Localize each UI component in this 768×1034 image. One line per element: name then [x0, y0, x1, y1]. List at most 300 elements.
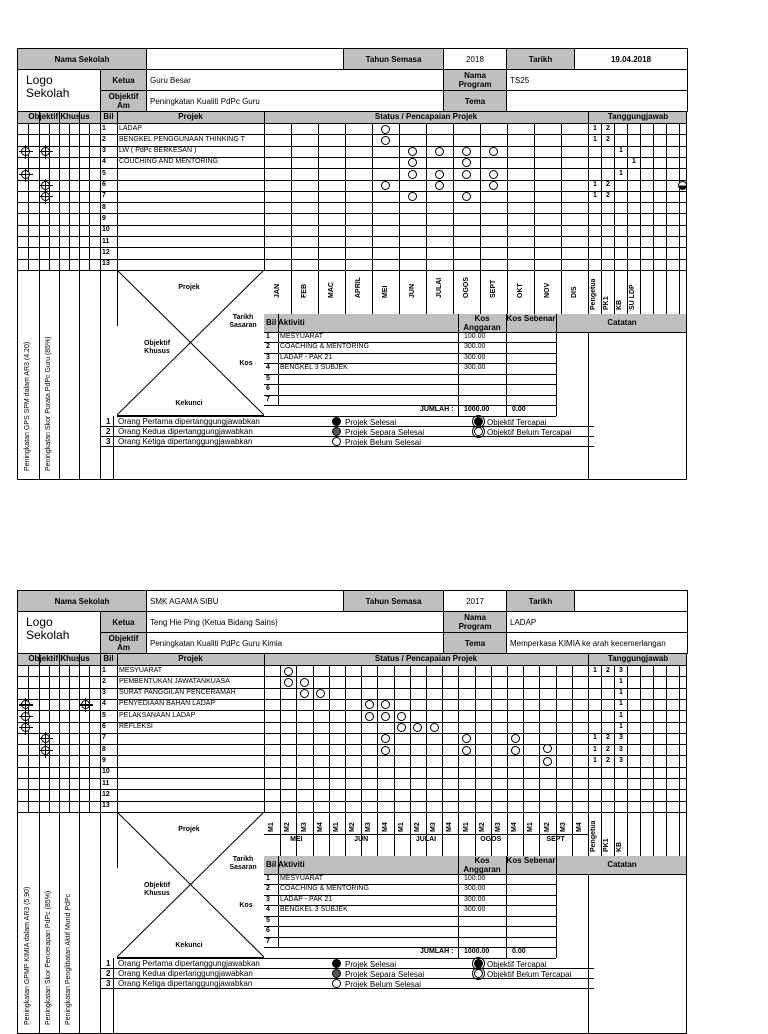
legend-objektif-label: Objektif Tercapai [487, 417, 547, 427]
project-name: PENYEDIAAN BAHAN LADAP [119, 700, 216, 708]
diagram-tarikh-label: Tarikh Sasaran [229, 855, 257, 871]
responsibility-mark: 2 [606, 734, 610, 742]
status-circle-icon [462, 746, 471, 755]
legend-status-label: Projek Selesai [345, 417, 397, 427]
month-group-label: OGOS [480, 835, 502, 843]
diagram-kekunci-label: Kekunci [175, 399, 203, 407]
header-status: Status / Pencapaian Projek [264, 112, 588, 123]
responsibility-mark: 3 [619, 756, 623, 764]
header-aktiviti-bil: Bil [264, 314, 278, 332]
objektif-khusus-text: Peningkatan Skor Purata PdPc Guru (85%) [45, 336, 52, 471]
legend-orang: Orang Ketiga dipertanggungjawabkan [118, 436, 253, 446]
row-number: 7 [102, 734, 106, 742]
project-name: LADAP [119, 124, 142, 132]
jumlah-label: JUMLAH : [420, 406, 454, 414]
activity-name: BENGKEL 3 SUBJEK [280, 906, 348, 914]
col-line [278, 856, 279, 948]
activity-number: 7 [266, 395, 270, 403]
activity-name: MESYUARAT [280, 332, 324, 340]
activity-cost: 100.00 [464, 874, 486, 882]
label-objektif-am: Objektif Am [101, 91, 147, 112]
pic-label: Pengetua [590, 820, 597, 852]
objective-not-achieved-icon [474, 427, 483, 436]
month-label: M4 [511, 822, 519, 832]
label-nama-program: Nama Program [444, 70, 507, 91]
status-circle-icon [365, 712, 374, 721]
responsibility-mark: 1 [593, 124, 597, 132]
col-line [679, 123, 680, 314]
status-circle-icon [408, 192, 417, 201]
header-aktiviti: Aktiviti [278, 856, 458, 874]
header-tanggungjawab: Tanggungjawab [588, 654, 687, 665]
col-line [28, 123, 29, 270]
col-line [556, 314, 557, 416]
activity-cost: 300.00 [464, 895, 486, 903]
value-tarikh [575, 591, 688, 612]
month-label: M1 [268, 822, 276, 832]
responsibility-mark: 1 [593, 756, 597, 764]
responsibility-mark: 1 [619, 147, 623, 155]
diagram-tarikh-label: Tarikh Sasaran [229, 313, 257, 329]
responsibility-mark: 2 [606, 135, 610, 143]
responsibility-mark: 2 [606, 745, 610, 753]
status-circle-icon [284, 667, 293, 676]
activity-number: 2 [266, 343, 270, 351]
month-label: M3 [494, 822, 502, 832]
value-nama-sekolah [147, 49, 344, 70]
pic-label: KB [616, 299, 623, 310]
diagram-objektif-label: Objektif Khusus [143, 881, 171, 897]
month-label: M4 [446, 822, 454, 832]
value-tema [507, 91, 688, 112]
row-line [18, 225, 687, 226]
activity-number: 6 [266, 385, 270, 393]
month-label: M3 [300, 822, 308, 832]
row-line [18, 801, 687, 802]
activity-number: 1 [266, 332, 270, 340]
project-name: LW ( PdPc BERKESAN ) [119, 147, 197, 155]
responsibility-mark: 1 [593, 734, 597, 742]
col-line [296, 665, 297, 856]
activity-cost: 300.00 [464, 906, 486, 914]
col-line [345, 665, 346, 856]
legend-number: 3 [106, 436, 111, 446]
status-dot-icon [332, 417, 341, 426]
line [100, 446, 594, 447]
activity-name: COACHING & MENTORING [280, 885, 369, 893]
status-circle-icon [408, 147, 417, 156]
col-line [291, 123, 292, 314]
month-label: M2 [413, 822, 421, 832]
label-tahun-semasa: Tahun Semasa [344, 591, 444, 612]
value-nama-sekolah: SMK AGAMA SIBU [147, 591, 344, 612]
status-circle-icon [408, 170, 417, 179]
objective-not-achieved-icon [474, 969, 483, 978]
responsibility-mark: 1 [632, 158, 636, 166]
project-name: BENGKEL PENGGUNAAN THINKING T [119, 135, 245, 143]
row-number: 2 [102, 135, 106, 143]
col-line [113, 958, 114, 1033]
col-line [653, 665, 654, 856]
logo-sekolah: Logo Sekolah [18, 612, 101, 654]
responsibility-mark: 2 [606, 192, 610, 200]
header-objektif-khusus: Objektif Khusus [18, 112, 100, 123]
month-label: MEI [381, 285, 389, 298]
col-line [507, 123, 508, 314]
col-line [39, 654, 40, 1033]
row-number: 3 [102, 689, 106, 697]
status-circle-icon [381, 712, 390, 721]
col-line [79, 112, 80, 479]
legend-number: 1 [106, 958, 111, 968]
row-number: 13 [102, 802, 110, 810]
row-number: 7 [102, 192, 106, 200]
row-line [18, 755, 687, 756]
status-circle-icon [397, 712, 406, 721]
row-line [18, 191, 687, 192]
diagram-kekunci-label: Kekunci [175, 941, 203, 949]
row-number: 8 [102, 203, 106, 211]
row-line [18, 180, 687, 181]
status-circle-icon [435, 147, 444, 156]
objective-not-achieved-icon [41, 746, 50, 755]
col-line [506, 314, 507, 416]
status-dot-icon [332, 437, 341, 446]
col-line [666, 123, 667, 314]
header-kos-anggaran: Kos Anggaran [458, 856, 506, 874]
activity-cost: 300.00 [464, 885, 486, 893]
label-nama-program: Nama Program [444, 612, 507, 633]
value-nama-program: LADAP [507, 612, 688, 633]
activity-cost: 300.00 [464, 364, 486, 372]
status-circle-icon [489, 181, 498, 190]
logo-sekolah: Logo Sekolah [18, 70, 101, 112]
month-label: M4 [575, 822, 583, 832]
status-circle-icon [300, 678, 309, 687]
col-line [556, 665, 557, 856]
activity-number: 2 [266, 885, 270, 893]
row-line [18, 733, 687, 734]
row-number: 10 [102, 226, 110, 234]
month-group-label: JULAI [415, 835, 437, 843]
status-circle-icon [489, 170, 498, 179]
col-line [601, 123, 602, 314]
objektif-khusus-text: Peningkatan Skor Pencerapan PdPc (85%) [45, 890, 52, 1025]
project-name: REFLEKSI [119, 723, 153, 730]
row-line [18, 259, 687, 260]
col-line [534, 123, 535, 314]
diagram-kos-label: Kos [239, 359, 253, 367]
objective-not-achieved-icon [21, 712, 30, 721]
line [264, 937, 556, 938]
label-tema: Tema [444, 91, 507, 112]
activity-name: BENGKEL 3 SUBJEK [280, 364, 348, 372]
header-kos-sebenar: Kos Sebenar [506, 314, 556, 332]
status-circle-icon [489, 147, 498, 156]
col-line [280, 665, 281, 856]
objektif-khusus-text: Peningkatan GPS SPM dalam AR3 (4.20) [24, 341, 31, 471]
row-number: 6 [102, 723, 106, 730]
month-label: M2 [284, 822, 292, 832]
row-number: 10 [102, 768, 110, 776]
legend-number: 2 [106, 968, 111, 978]
diagram-projek-label: Projek [178, 283, 200, 291]
status-circle-icon [511, 746, 520, 755]
status-dot-icon [332, 427, 341, 436]
label-tarikh: Tarikh [507, 591, 575, 612]
col-line [561, 123, 562, 314]
col-line [442, 665, 443, 856]
month-label: M2 [543, 822, 551, 832]
status-circle-icon [462, 147, 471, 156]
activity-number: 3 [266, 895, 270, 903]
col-line [399, 123, 400, 314]
status-dot-icon [332, 969, 341, 978]
row-number: 5 [102, 711, 106, 719]
row-number: 11 [102, 779, 110, 787]
activity-number: 5 [266, 916, 270, 924]
month-label: M2 [478, 822, 486, 832]
month-label: OKT [516, 283, 524, 298]
month-label: MAC [327, 281, 335, 298]
status-circle-icon [543, 744, 552, 753]
responsibility-mark: 1 [593, 181, 597, 188]
line [264, 926, 556, 927]
label-nama-sekolah: Nama Sekolah [18, 591, 147, 612]
legend-number: 3 [106, 978, 111, 988]
activity-number: 5 [266, 374, 270, 382]
activity-number: 1 [266, 874, 270, 882]
label-objektif-am: Objektif Am [101, 633, 147, 654]
project-name: MESYUARAT [119, 666, 163, 674]
col-line [69, 123, 70, 270]
status-circle-icon [462, 192, 471, 201]
col-line [318, 123, 319, 314]
row-number: 9 [102, 214, 106, 222]
activity-cost: 300.00 [464, 343, 486, 351]
objective-not-achieved-icon [21, 723, 30, 732]
col-line [588, 112, 589, 479]
project-grid [17, 112, 687, 480]
project-name: PELAKSANAAN LADAP [119, 711, 196, 719]
month-label: APRIL [354, 276, 362, 298]
legend-orang: Orang Pertama dipertanggungjawabkan [118, 416, 260, 426]
month-label: M1 [527, 822, 535, 832]
legend-orang: Orang Kedua dipertanggungjawabkan [118, 968, 253, 978]
responsibility-mark: 1 [619, 169, 623, 177]
month-label: M3 [365, 822, 373, 832]
header-aktiviti: Aktiviti [278, 314, 458, 332]
row-line [18, 767, 687, 768]
legend-objektif-label: Objektif Belum Tercapai [487, 969, 572, 979]
status-circle-icon [381, 136, 390, 145]
line [264, 916, 556, 917]
header-catatan: Catatan [556, 856, 687, 874]
col-line [89, 665, 90, 812]
row-line [18, 213, 687, 214]
legend-status-label: Projek Separa Selesai [345, 427, 425, 437]
month-label: M4 [316, 822, 324, 832]
legend-status-label: Projek Separa Selesai [345, 969, 425, 979]
label-nama-sekolah: Nama Sekolah [18, 49, 147, 70]
col-line [264, 112, 265, 270]
col-line [666, 665, 667, 856]
jumlah-sebenar: 0.00 [512, 948, 526, 956]
status-dot-icon [332, 979, 341, 988]
month-label: M3 [559, 822, 567, 832]
col-line [278, 314, 279, 406]
col-line [480, 123, 481, 314]
header-bil: Bil [100, 112, 117, 123]
header-kos-anggaran: Kos Anggaran [458, 314, 506, 332]
header-projek: Projek [117, 112, 264, 123]
header-bil: Bil [100, 654, 117, 665]
status-circle-icon [365, 700, 374, 709]
pic-label: PK1 [603, 296, 610, 310]
header-kos-sebenar: Kos Sebenar [506, 856, 556, 874]
col-line [372, 123, 373, 314]
project-grid [17, 654, 687, 1034]
month-label: JUN [408, 283, 416, 298]
objective-not-achieved-icon [21, 170, 30, 179]
row-number: 6 [102, 181, 106, 188]
pic-label: KB [616, 841, 623, 852]
objective-achieved-icon [474, 959, 483, 968]
header-table [17, 48, 688, 112]
status-circle-icon [462, 158, 471, 167]
status-circle-icon [462, 734, 471, 743]
activity-number: 6 [266, 927, 270, 935]
month-label: M2 [349, 822, 357, 832]
progress-half-icon [678, 181, 687, 190]
col-line [329, 665, 330, 856]
responsibility-mark: 2 [606, 666, 610, 674]
col-line [426, 123, 427, 314]
responsibility-mark: 1 [619, 689, 623, 697]
col-line [491, 665, 492, 856]
project-name: PEMBENTUKAN JAWATANKUASA [119, 677, 230, 685]
diagram-kos-label: Kos [239, 901, 253, 909]
objective-achieved-icon [474, 417, 483, 426]
col-line [345, 123, 346, 314]
month-label: JULAI [435, 277, 443, 298]
row-line [18, 778, 687, 779]
value-tahun: 2017 [444, 591, 507, 612]
col-line [39, 112, 40, 479]
month-label: JAN [273, 283, 281, 298]
pic-label: SU LDP [629, 284, 636, 310]
status-circle-icon [381, 734, 390, 743]
col-line [264, 654, 265, 812]
row-number: 1 [102, 666, 106, 674]
row-number: 1 [102, 124, 106, 132]
activity-number: 4 [266, 364, 270, 372]
row-number: 5 [102, 169, 106, 177]
project-name: SURAT PANGGILAN PENCERAMAH [119, 689, 236, 697]
jumlah-anggaran: 1000.00 [464, 406, 490, 414]
status-circle-icon [408, 158, 417, 167]
col-line [100, 654, 101, 1033]
responsibility-mark: 3 [619, 666, 623, 674]
activity-name: COACHING & MENTORING [280, 343, 369, 351]
legend-orang: Orang Pertama dipertanggungjawabkan [118, 958, 260, 968]
label-ketua: Ketua [101, 612, 147, 633]
col-line [59, 112, 60, 479]
responsibility-mark: 1 [619, 700, 623, 708]
responsibility-mark: 1 [593, 192, 597, 200]
status-circle-icon [543, 757, 552, 766]
status-circle-icon [381, 700, 390, 709]
objektif-khusus-text: Peningkatan Penglibatan Aktif Murid PdPc [65, 893, 72, 1025]
responsibility-mark: 1 [593, 135, 597, 143]
value-tema: Memperkasa KIMIA ke arah kecemerlangan [507, 633, 688, 654]
month-label: M1 [397, 822, 405, 832]
header-objektif-khusus: Objektif Khusus [18, 654, 100, 665]
legend-orang: Orang Kedua dipertanggungjawabkan [118, 426, 253, 436]
legend-status-label: Projek Selesai [345, 959, 397, 969]
status-circle-icon [413, 723, 422, 732]
responsibility-mark: 1 [593, 666, 597, 674]
planning-sheet-2017 [17, 590, 687, 1034]
row-line [18, 236, 687, 237]
responsibility-mark: 1 [593, 745, 597, 753]
responsibility-mark: 3 [619, 734, 623, 742]
row-line [18, 168, 687, 169]
legend-number: 2 [106, 426, 111, 436]
project-name: COUCHING AND MENTORING [119, 158, 219, 166]
month-group-label: SEPT [546, 835, 565, 843]
diagram-projek-label: Projek [178, 825, 200, 833]
col-line [506, 856, 507, 958]
col-line [100, 112, 101, 479]
col-line [313, 665, 314, 856]
line [264, 384, 556, 385]
objektif-khusus-text: Peningkatan GPMP KIMIA dalam AR3 (5.90) [24, 886, 31, 1025]
col-line [394, 665, 395, 856]
jumlah-label: JUMLAH : [420, 948, 454, 956]
status-circle-icon [316, 689, 325, 698]
value-ketua: Teng Hie Ping (Ketua Bidang Sains) [147, 612, 444, 633]
activity-name: LADAP - PAK 21 [280, 353, 333, 361]
col-line [640, 665, 641, 856]
col-line [89, 123, 90, 270]
legend-objektif-label: Objektif Tercapai [487, 959, 547, 969]
value-ketua: Guru Besar [147, 70, 444, 91]
responsibility-mark: 1 [619, 723, 623, 730]
month-group-label: JUN [354, 835, 369, 843]
row-number: 12 [102, 790, 110, 798]
col-line [458, 665, 459, 856]
status-circle-icon [381, 746, 390, 755]
col-line [539, 665, 540, 856]
activity-name: MESYUARAT [280, 874, 324, 882]
month-label: M4 [381, 822, 389, 832]
month-label: DIS [570, 286, 578, 298]
activity-name: LADAP - PAK 21 [280, 895, 333, 903]
activity-cost: 300.00 [464, 353, 486, 361]
month-group-label: MEI [290, 835, 303, 843]
status-circle-icon [381, 125, 390, 134]
col-line [361, 665, 362, 856]
row-number: 3 [102, 147, 106, 155]
col-line [410, 665, 411, 856]
col-line [475, 665, 476, 856]
month-label: FEB [300, 283, 308, 298]
responsibility-mark: 1 [619, 677, 623, 685]
status-dot-icon [332, 959, 341, 968]
col-line [572, 665, 573, 856]
col-line [556, 856, 557, 958]
